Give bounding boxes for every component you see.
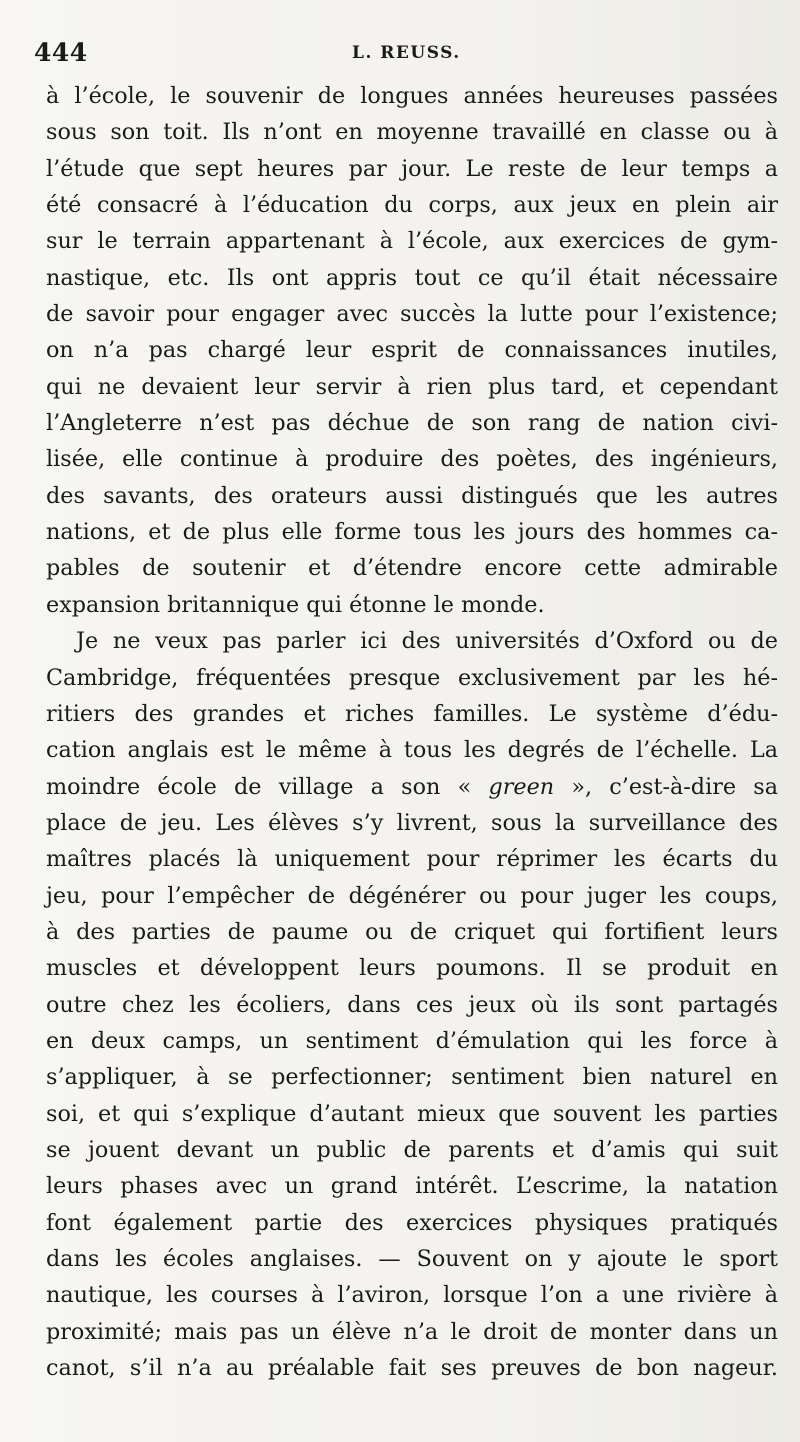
text-line: leurs phases avec un grand intérêt. L’escrime, la natation — [46, 1173, 778, 1200]
text-line: on n’a pas chargé leur esprit de connaissances inutiles, — [46, 337, 778, 364]
text-line: des savants, des orateurs aussi distingués que les autres — [46, 482, 778, 509]
text-line: de savoir pour engager avec succès la lutte pour l’existence; — [46, 301, 778, 328]
text-line: à l’école, le souvenir de longues années heureuses passées — [46, 83, 778, 109]
text-line: dans les écoles anglaises. — Souvent on y ajoute le sport — [46, 1246, 778, 1272]
text-line: proximité; mais pas un élève n’a le droit de monter dans un — [46, 1318, 778, 1345]
text-line: à des parties de paume ou de criquet qui fortifient leurs — [46, 918, 778, 945]
text-line: jeu, pour l’empêcher de dégénérer ou pour juger les coups, — [46, 882, 778, 909]
text-line: sous son toit. Ils n’ont en moyenne travaillé en classe ou à — [46, 119, 778, 146]
text-line: soi, et qui s’explique d’autant mieux que souvent les parties — [46, 1100, 778, 1127]
text-line: outre chez les écoliers, dans ces jeux où ils sont partagés — [46, 991, 778, 1018]
page-header — [34, 38, 774, 78]
text-line: nautique, les courses à l’aviron, lorsque l’on a une rivière à — [46, 1282, 778, 1309]
text-line: ritiers des grandes et riches familles. Le système d’édu- — [46, 700, 778, 727]
text-line: Je ne veux pas parler ici des universités d’Oxford ou de — [76, 628, 778, 655]
text-line: place de jeu. Les élèves s’y livrent, sous la surveillance des — [46, 809, 778, 836]
text-line: nastique, etc. Ils ont appris tout ce qu’il était nécessaire — [46, 264, 778, 291]
text-line: sur le terrain appartenant à l’école, aux exercices de gym- — [46, 228, 778, 255]
text-line: lisée, elle continue à produire des poètes, des ingénieurs, — [46, 446, 778, 473]
text-line: maîtres placés là uniquement pour réprimer les écarts du — [46, 846, 778, 873]
text-line: s’appliquer, à se perfectionner; sentiment bien naturel en — [46, 1064, 778, 1091]
page-number: 444 — [34, 38, 88, 67]
text-line: été consacré à l’éducation du corps, aux jeux en plein air — [46, 192, 778, 219]
text-line: nations, et de plus elle forme tous les jours des hommes ca- — [46, 519, 778, 546]
italic-word-green: green — [488, 773, 555, 800]
text-line: muscles et développent leurs poumons. Il se produit en — [46, 955, 778, 982]
text-line: Cambridge, fréquentées presque exclusivement par les hé- — [46, 664, 778, 691]
text-line: canot, s’il n’a au préalable fait ses preuves de bon nageur. — [46, 1355, 778, 1382]
text-line: cation anglais est le même à tous les degrés de l’échelle. La — [46, 737, 778, 764]
paragraph-1 — [46, 78, 778, 623]
text-line: pables de soutenir et d’étendre encore cette admirable — [46, 555, 778, 582]
body-text — [46, 78, 778, 1386]
text-line: expansion britannique qui étonne le monde. — [46, 591, 545, 618]
text-line: l’Angleterre n’est pas déchue de son rang de nation civi- — [46, 410, 778, 437]
text-line: l’étude que sept heures par jour. Le reste de leur temps a — [46, 155, 778, 182]
text-line: font également partie des exercices physiques pratiqués — [46, 1209, 778, 1236]
text-line-green — [46, 769, 778, 805]
text-fragment: moindre école de village a son « — [46, 773, 472, 800]
text-fragment: », c’est-à-dire sa — [571, 773, 779, 800]
text-line: qui ne devaient leur servir à rien plus tard, et cependant — [46, 373, 778, 400]
paragraph-2 — [46, 623, 778, 1386]
text-line: se jouent devant un public de parents et d’amis qui suit — [46, 1136, 778, 1163]
running-head: L. REUSS. — [352, 43, 461, 63]
text-line: en deux camps, un sentiment d’émulation qui les force à — [46, 1027, 778, 1054]
